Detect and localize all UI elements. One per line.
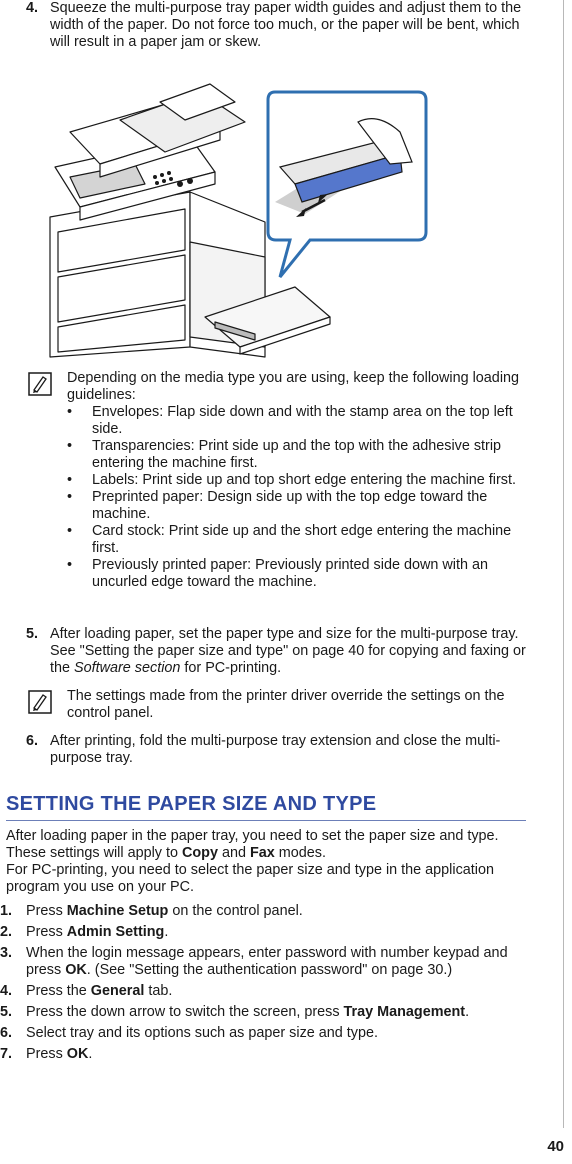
step-4 (6, 0, 526, 51)
list-item (67, 472, 528, 489)
step-number: 5. (26, 626, 39, 642)
list-item: 2. Press Admin Setting. (0, 924, 169, 940)
bullet-mark: • (67, 438, 73, 454)
section-intro: After loading paper in the paper tray, you need to set the paper size and type. These settings will apply to Copy and Fax modes. (6, 828, 499, 861)
bullet-mark: • (67, 472, 73, 488)
bullet-mark: • (67, 489, 73, 505)
step-text: After loading paper, set the paper type and size for the multi-purpose tray. See "Setting the paper size and type" on page 40 for copying and faxing or the Software section for PC-printing. (50, 626, 526, 676)
note-pencil-icon (28, 690, 52, 714)
list-item (67, 557, 528, 591)
list-item: 7. Press OK. (0, 1046, 93, 1062)
bullet-mark: • (67, 523, 73, 539)
note-pencil-icon (28, 372, 52, 396)
note-intro: Depending on the media type you are using, keep the following loading guidelines: (67, 370, 520, 403)
bullet-mark: • (67, 404, 73, 420)
list-item (67, 404, 528, 438)
bullet-text: Envelopes: Flap side down and with the stamp area on the top left side. (92, 404, 513, 437)
step-text: Squeeze the multi-purpose tray paper width guides and adjust them to the width of the paper. Do not force too much, or the paper will be bent, which will result in a paper jam or skew. (50, 0, 522, 50)
heading-rule (6, 820, 526, 821)
list-item (67, 489, 528, 523)
list-item: 4. Press the General tab. (0, 983, 173, 999)
bullet-text: Labels: Print side up and top short edge entering the machine first. (92, 472, 516, 488)
page-number: 40 (547, 1138, 564, 1155)
list-item: 6. Select tray and its options such as paper size and type. (0, 1025, 378, 1041)
settings-steps (0, 903, 531, 1067)
note-driver-override (28, 688, 528, 722)
section-heading: SETTING THE PAPER SIZE AND TYPE (6, 793, 377, 815)
step-5 (6, 626, 526, 677)
bullet-mark: • (67, 557, 73, 573)
fax-mode: Fax (249, 845, 275, 861)
list-item (67, 438, 528, 472)
list-item: 3. When the login message appears, enter password with number keypad and press OK. (See "Setting the authentication password" on page 30.) (0, 945, 508, 978)
list-item: 5. Press the down arrow to switch the screen, press Tray Management. (0, 1004, 470, 1020)
section-intro-pc: For PC-printing, you need to select the paper size and type in the application program you use on your PC. (6, 862, 494, 895)
bullet-text: Previously printed paper: Previously printed side down with an uncurled edge toward the machine. (92, 557, 488, 590)
bullet-text: Card stock: Print side up and the short edge entering the machine first. (92, 523, 512, 556)
step-6 (6, 733, 526, 767)
note-media-guidelines (28, 370, 528, 591)
step-number: 6. (26, 733, 39, 749)
bullet-text: Transparencies: Print side up and the top with the adhesive strip entering the machine first. (92, 438, 502, 471)
copy-mode: Copy (181, 845, 218, 861)
list-item: 1. Press Machine Setup on the control panel. (0, 903, 303, 919)
page-margin-line (563, 0, 564, 1128)
step-number: 4. (26, 0, 39, 16)
printer-illustration (40, 72, 440, 362)
note-text: The settings made from the printer driver override the settings on the control panel. (67, 688, 505, 721)
bullet-text: Preprinted paper: Design side up with the top edge toward the machine. (92, 489, 488, 522)
list-item (67, 523, 528, 557)
step-text: After printing, fold the multi-purpose tray extension and close the multi-purpose tray. (50, 733, 501, 766)
software-section-reference: Software section (74, 660, 181, 676)
